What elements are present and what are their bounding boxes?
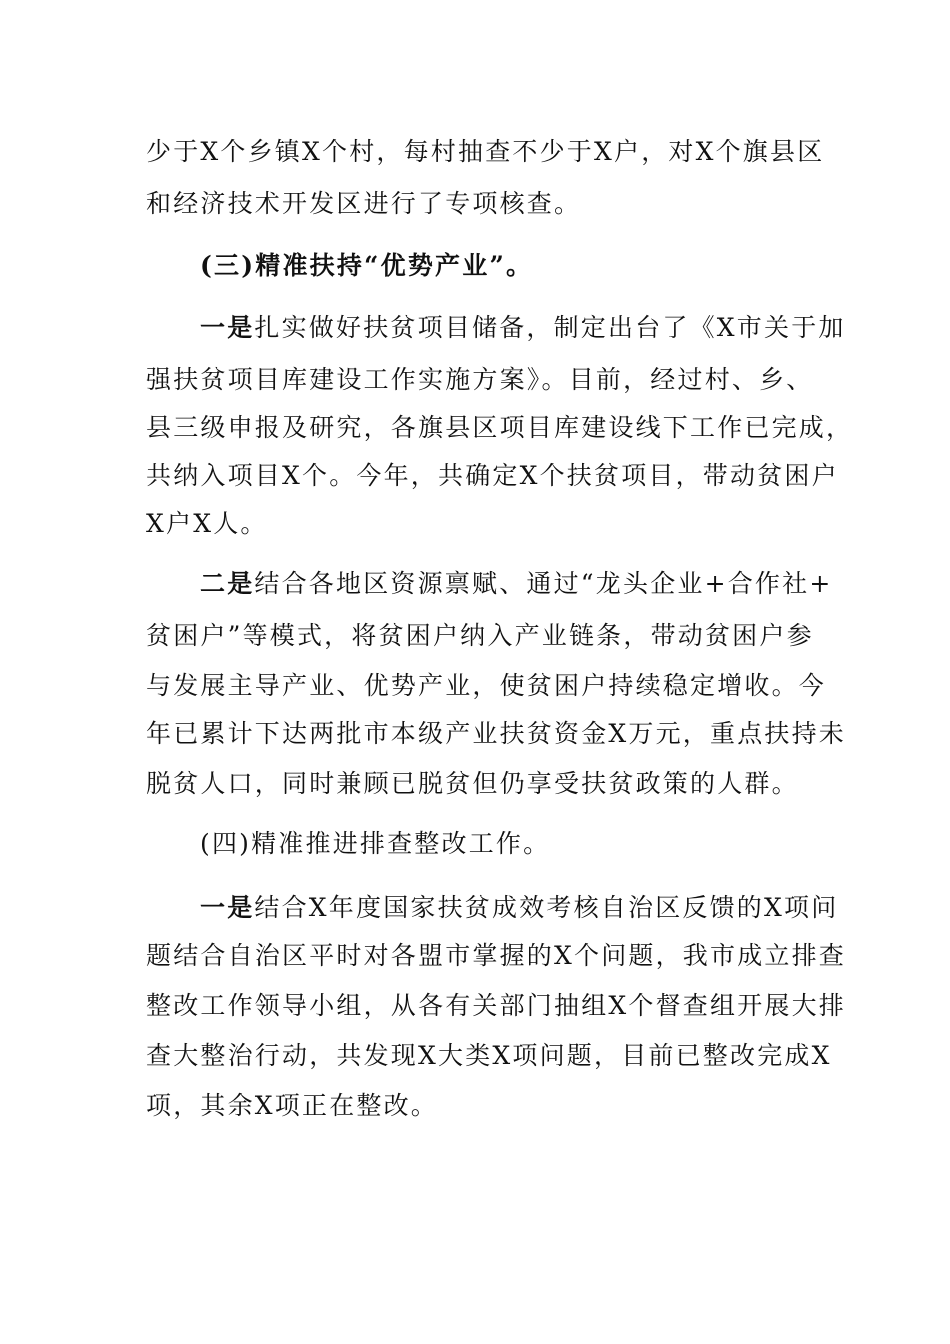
line-text: 脱贫人口，同时兼顾已脱贫但仍享受扶贫政策的人群。 xyxy=(146,769,799,798)
paragraph-1-line-1 xyxy=(146,136,824,168)
paragraph-3-line-2 xyxy=(146,620,814,652)
paragraph-3-line-5 xyxy=(146,768,799,800)
line-text: 结合各地区资源禀赋、通过“龙头企业+合作社+ xyxy=(254,569,833,598)
line-text: 整改工作领导小组，从各有关部门抽组X个督查组开展大排 xyxy=(146,991,847,1020)
paragraph-3-line-1 xyxy=(200,568,832,600)
lead-phrase: 一是 xyxy=(200,893,255,922)
line-text: 贫困户”等模式，将贫困户纳入产业链条，带动贫困户参 xyxy=(146,621,814,650)
line-text: 和经济技术开发区进行了专项核查。 xyxy=(146,189,582,218)
paragraph-3-line-3 xyxy=(146,670,826,702)
paragraph-4-line-4 xyxy=(146,1040,832,1072)
heading-text: (四)精准推进排查整改工作。 xyxy=(200,829,551,858)
line-text: 年已累计下达两批市本级产业扶贫资金X万元，重点扶持未 xyxy=(146,719,847,748)
lead-phrase: 一是 xyxy=(200,313,255,342)
line-text: 扎实做好扶贫项目储备，制定出台了《X市关于加 xyxy=(254,313,846,342)
heading-text: (三)精准扶持“优势产业”。 xyxy=(200,251,534,280)
line-text: 共纳入项目X个。今年，共确定X个扶贫项目，带动贫困户 xyxy=(146,461,839,490)
paragraph-4-line-2 xyxy=(146,940,846,972)
paragraph-4-line-1 xyxy=(200,892,838,924)
paragraph-2-line-4 xyxy=(146,460,839,492)
line-text: 县三级申报及研究，各旗县区项目库建设线下工作已完成， xyxy=(146,413,854,442)
paragraph-2-line-5 xyxy=(146,508,268,540)
line-text: 项，其余X项正在整改。 xyxy=(146,1091,438,1120)
line-text: 题结合自治区平时对各盟市掌握的X个问题，我市成立排查 xyxy=(146,941,847,970)
line-text: X户X人。 xyxy=(146,509,268,538)
line-text: 少于X个乡镇X个村，每村抽查不少于X户，对X个旗县区 xyxy=(146,137,825,166)
section-heading-3 xyxy=(200,250,533,282)
paragraph-4-line-3 xyxy=(146,990,846,1022)
paragraph-4-line-5 xyxy=(146,1090,438,1122)
paragraph-2-line-1 xyxy=(200,312,846,344)
section-heading-4 xyxy=(200,828,550,860)
paragraph-2-line-2 xyxy=(146,364,814,396)
paragraph-1-line-2 xyxy=(146,188,581,220)
lead-phrase: 二是 xyxy=(200,569,255,598)
line-text: 与发展主导产业、优势产业，使贫困户持续稳定增收。今 xyxy=(146,671,827,700)
line-text: 结合X年度国家扶贫成效考核自治区反馈的X项问 xyxy=(254,893,839,922)
paragraph-3-line-4 xyxy=(146,718,846,750)
line-text: 查大整治行动，共发现X大类X项问题，目前已整改完成X xyxy=(146,1041,832,1070)
line-text: 强扶贫项目库建设工作实施方案》。目前，经过村、乡、 xyxy=(146,365,814,394)
paragraph-2-line-3 xyxy=(146,412,853,444)
